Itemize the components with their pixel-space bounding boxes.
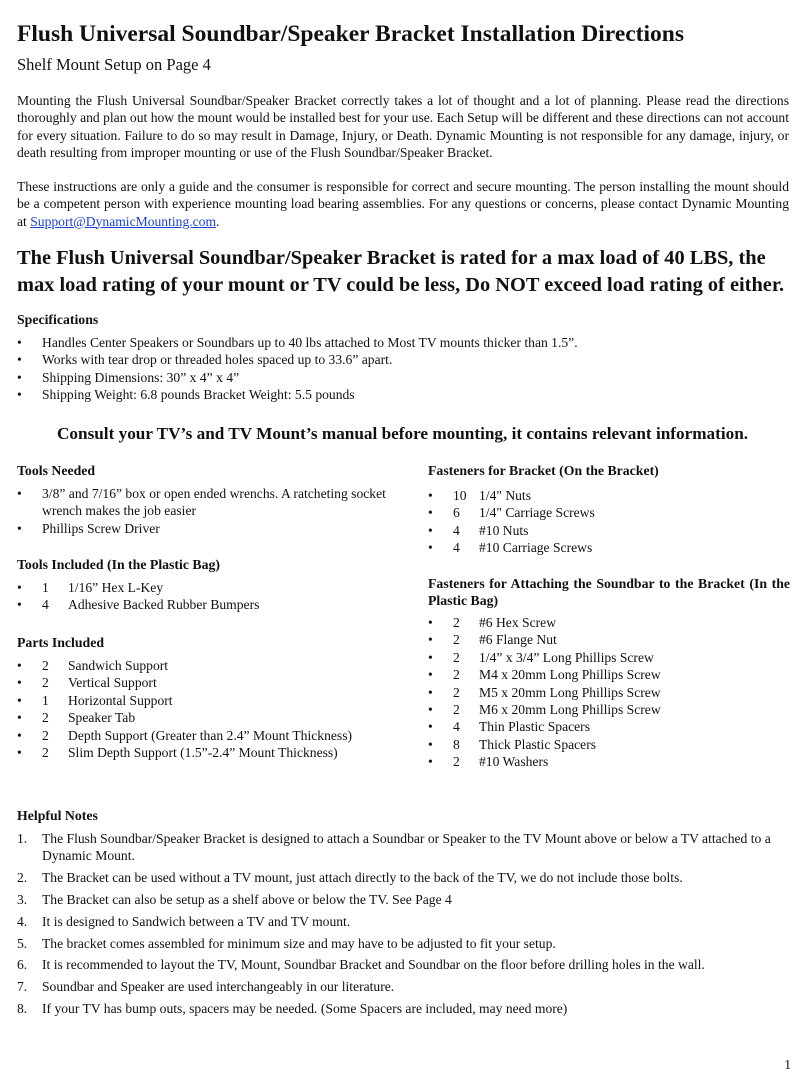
helpful-notes-list xyxy=(17,830,789,1022)
note-number: 1. xyxy=(17,831,28,846)
parts-included-heading: Parts Included xyxy=(17,635,105,650)
item-qty: 2 xyxy=(42,745,49,761)
load-warning: The Flush Universal Soundbar/Speaker Bracket is rated for a max load of 40 LBS, the max load rating of your mount or TV could be less, Do NOT exceed load rating of either. xyxy=(17,247,785,296)
item-qty: 6 xyxy=(453,505,460,521)
list-item xyxy=(428,718,788,735)
note-text: It is designed to Sandwich between a TV and TV mount. xyxy=(42,913,351,929)
consult-note: Consult your TV’s and TV Mount’s manual before mounting, it contains relevant information. xyxy=(57,424,749,443)
list-item xyxy=(17,579,387,596)
item-qty: 2 xyxy=(42,710,49,726)
item-name: Depth Support (Greater than 2.4” Mount Thickness) xyxy=(68,727,353,743)
list-item xyxy=(428,539,788,556)
item-name: Vertical Support xyxy=(68,675,157,691)
item-name: Slim Depth Support (1.5”-2.4” Mount Thickness) xyxy=(68,745,338,761)
item-name: #6 Flange Nut xyxy=(479,632,557,648)
item-name: Adhesive Backed Rubber Bumpers xyxy=(68,597,260,613)
fasteners-bracket-heading: Fasteners for Bracket (On the Bracket) xyxy=(428,463,659,478)
page-subtitle: Shelf Mount Setup on Page 4 xyxy=(17,55,211,74)
tools-included-heading: Tools Included (In the Plastic Bag) xyxy=(17,557,221,572)
item-name: Horizontal Support xyxy=(68,692,173,708)
fasteners-soundbar-list xyxy=(428,614,788,771)
note-text: The Bracket can also be setup as a shelf above or below the TV. See Page 4 xyxy=(42,892,452,907)
item-name: #10 Washers xyxy=(479,754,549,770)
list-item: • Phillips Screw Driver xyxy=(17,520,387,537)
item-qty: 2 xyxy=(42,675,49,691)
note-text: The bracket comes assembled for minimum size and may have to be adjusted to fit your setup. xyxy=(42,935,556,951)
list-item: • Works with tear drop or threaded holes spaced up to 33.6” apart. xyxy=(17,351,789,368)
note-text: The Flush Soundbar/Speaker Bracket is designed to attach a Soundbar or Speaker to the TV Mount above or below a TV attached to a Dynamic Mount. xyxy=(42,831,771,864)
item-qty: 2 xyxy=(42,658,49,673)
list-item xyxy=(428,504,788,521)
item-name: M5 x 20mm Long Phillips Screw xyxy=(479,684,661,700)
note-text: The Bracket can be used without a TV mount, just attach directly to the back of the TV, we do not include those bolts. xyxy=(42,870,683,886)
list-item xyxy=(428,487,788,504)
item-name: #10 Carriage Screws xyxy=(479,540,593,556)
item-qty: 4 xyxy=(453,540,460,556)
item-qty: 2 xyxy=(453,702,460,718)
page-title: Flush Universal Soundbar/Speaker Bracket Installation Directions xyxy=(17,21,684,47)
list-item xyxy=(17,869,789,886)
item-name: #6 Hex Screw xyxy=(479,615,557,630)
list-item xyxy=(428,701,788,718)
list-item xyxy=(17,1000,789,1017)
list-item: • Shipping Weight: 6.8 pounds Bracket Weight: 5.5 pounds xyxy=(17,386,789,403)
note-text: If your TV has bump outs, spacers may be needed. (Some Spacers are included, may need more) xyxy=(42,1000,568,1016)
fasteners-soundbar-heading: Fasteners for Attaching the Soundbar to the Bracket (In the Plastic Bag) xyxy=(428,576,790,609)
item-name: M6 x 20mm Long Phillips Screw xyxy=(479,702,661,718)
note-number: 2. xyxy=(17,870,28,886)
list-item xyxy=(428,666,788,683)
item-name: M4 x 20mm Long Phillips Screw xyxy=(479,667,661,683)
note-number: 7. xyxy=(17,979,28,995)
list-item xyxy=(17,830,789,865)
note-number: 4. xyxy=(17,913,28,929)
list-item xyxy=(428,631,788,648)
note-text: Soundbar and Speaker are used interchangeably in our literature. xyxy=(42,979,395,995)
page-number: 1 xyxy=(784,1057,791,1072)
item-name: 1/16” Hex L-Key xyxy=(68,580,164,595)
item-qty: 2 xyxy=(453,667,460,683)
item-name: Speaker Tab xyxy=(68,710,136,726)
fasteners-bracket-list xyxy=(428,487,788,557)
item-qty: 8 xyxy=(453,736,460,752)
guide-text: These instructions are only a guide and the consumer is responsible for correct and secure mounting. The person installing the mount should be a competent person with experience mounting load bearing assemblies. For any questions or concerns, please contact Dynamic Mounting at xyxy=(17,179,789,229)
document-page xyxy=(17,0,789,1073)
item-qty: 1 xyxy=(42,692,49,708)
list-item xyxy=(17,956,789,973)
list-item: • Shipping Dimensions: 30” x 4” x 4” xyxy=(17,369,789,386)
note-number: 6. xyxy=(17,957,28,973)
tools-included-list xyxy=(17,579,387,614)
list-item xyxy=(17,978,789,995)
list-item xyxy=(17,891,789,908)
list-item xyxy=(17,692,407,709)
item-qty: 4 xyxy=(42,597,49,613)
list-item: • Handles Center Speakers or Soundbars up to 40 lbs attached to Most TV mounts thicker than 1.5”. xyxy=(17,334,789,351)
note-number: 3. xyxy=(17,892,28,907)
list-item xyxy=(428,684,788,701)
item-qty: 2 xyxy=(453,649,460,665)
guide-paragraph xyxy=(17,178,789,230)
intro-paragraph: Mounting the Flush Universal Soundbar/Speaker Bracket correctly takes a lot of thought and a lot of planning. Please read the directions thoroughly and plan out how the mount would be installed best for your use. Each Setup will be different and these directions can not account for every situation. Failure to do so may result in Damage, Injury, or Death. Dynamic Mounting is not responsible for any damage, injury, or death resulting from improper mounting or use of the Flush Soundbar/Speaker Bracket. xyxy=(17,93,789,160)
list-item xyxy=(428,522,788,539)
tools-needed-heading: Tools Needed xyxy=(17,463,96,478)
note-text: It is recommended to layout the TV, Mount, Soundbar Bracket and Soundbar on the floor before drilling holes in the wall. xyxy=(42,957,705,973)
item-qty: 4 xyxy=(453,719,460,735)
note-number: 8. xyxy=(17,1000,28,1016)
item-qty: 1 xyxy=(42,580,49,595)
list-item xyxy=(17,913,789,930)
item-name: Thin Plastic Spacers xyxy=(479,719,590,735)
item-name: 1/4" Carriage Screws xyxy=(479,505,595,521)
guide-end: . xyxy=(216,213,220,229)
helpful-notes-heading: Helpful Notes xyxy=(17,808,98,823)
list-item xyxy=(17,709,407,726)
item-qty: 2 xyxy=(453,684,460,700)
item-name: 1/4” x 3/4” Long Phillips Screw xyxy=(479,649,654,665)
item-name: Sandwich Support xyxy=(68,658,169,673)
list-item xyxy=(17,935,789,952)
specifications-heading: Specifications xyxy=(17,312,99,327)
parts-included-list xyxy=(17,657,407,761)
list-item xyxy=(17,727,407,744)
list-item xyxy=(428,614,788,631)
item-qty: 2 xyxy=(453,754,460,770)
list-item xyxy=(17,596,387,613)
note-number: 5. xyxy=(17,935,28,951)
tools-needed-list xyxy=(17,485,387,537)
support-email-link[interactable]: Support@DynamicMounting.com xyxy=(30,213,217,229)
item-qty: 10 xyxy=(453,488,467,503)
item-name: 1/4" Nuts xyxy=(479,488,531,503)
list-item xyxy=(428,753,788,770)
list-item xyxy=(17,657,407,674)
list-item xyxy=(17,674,407,691)
list-item xyxy=(428,649,788,666)
specifications-list xyxy=(17,334,789,404)
list-item xyxy=(17,744,407,761)
item-qty: 4 xyxy=(453,522,460,538)
item-name: Thick Plastic Spacers xyxy=(479,736,597,752)
item-qty: 2 xyxy=(42,727,49,743)
list-item xyxy=(428,736,788,753)
list-item: • 3/8” and 7/16” box or open ended wrenchs. A ratcheting socket wrench makes the job easier xyxy=(17,485,387,520)
item-qty: 2 xyxy=(453,632,460,648)
item-name: #10 Nuts xyxy=(479,522,529,538)
item-qty: 2 xyxy=(453,615,460,630)
